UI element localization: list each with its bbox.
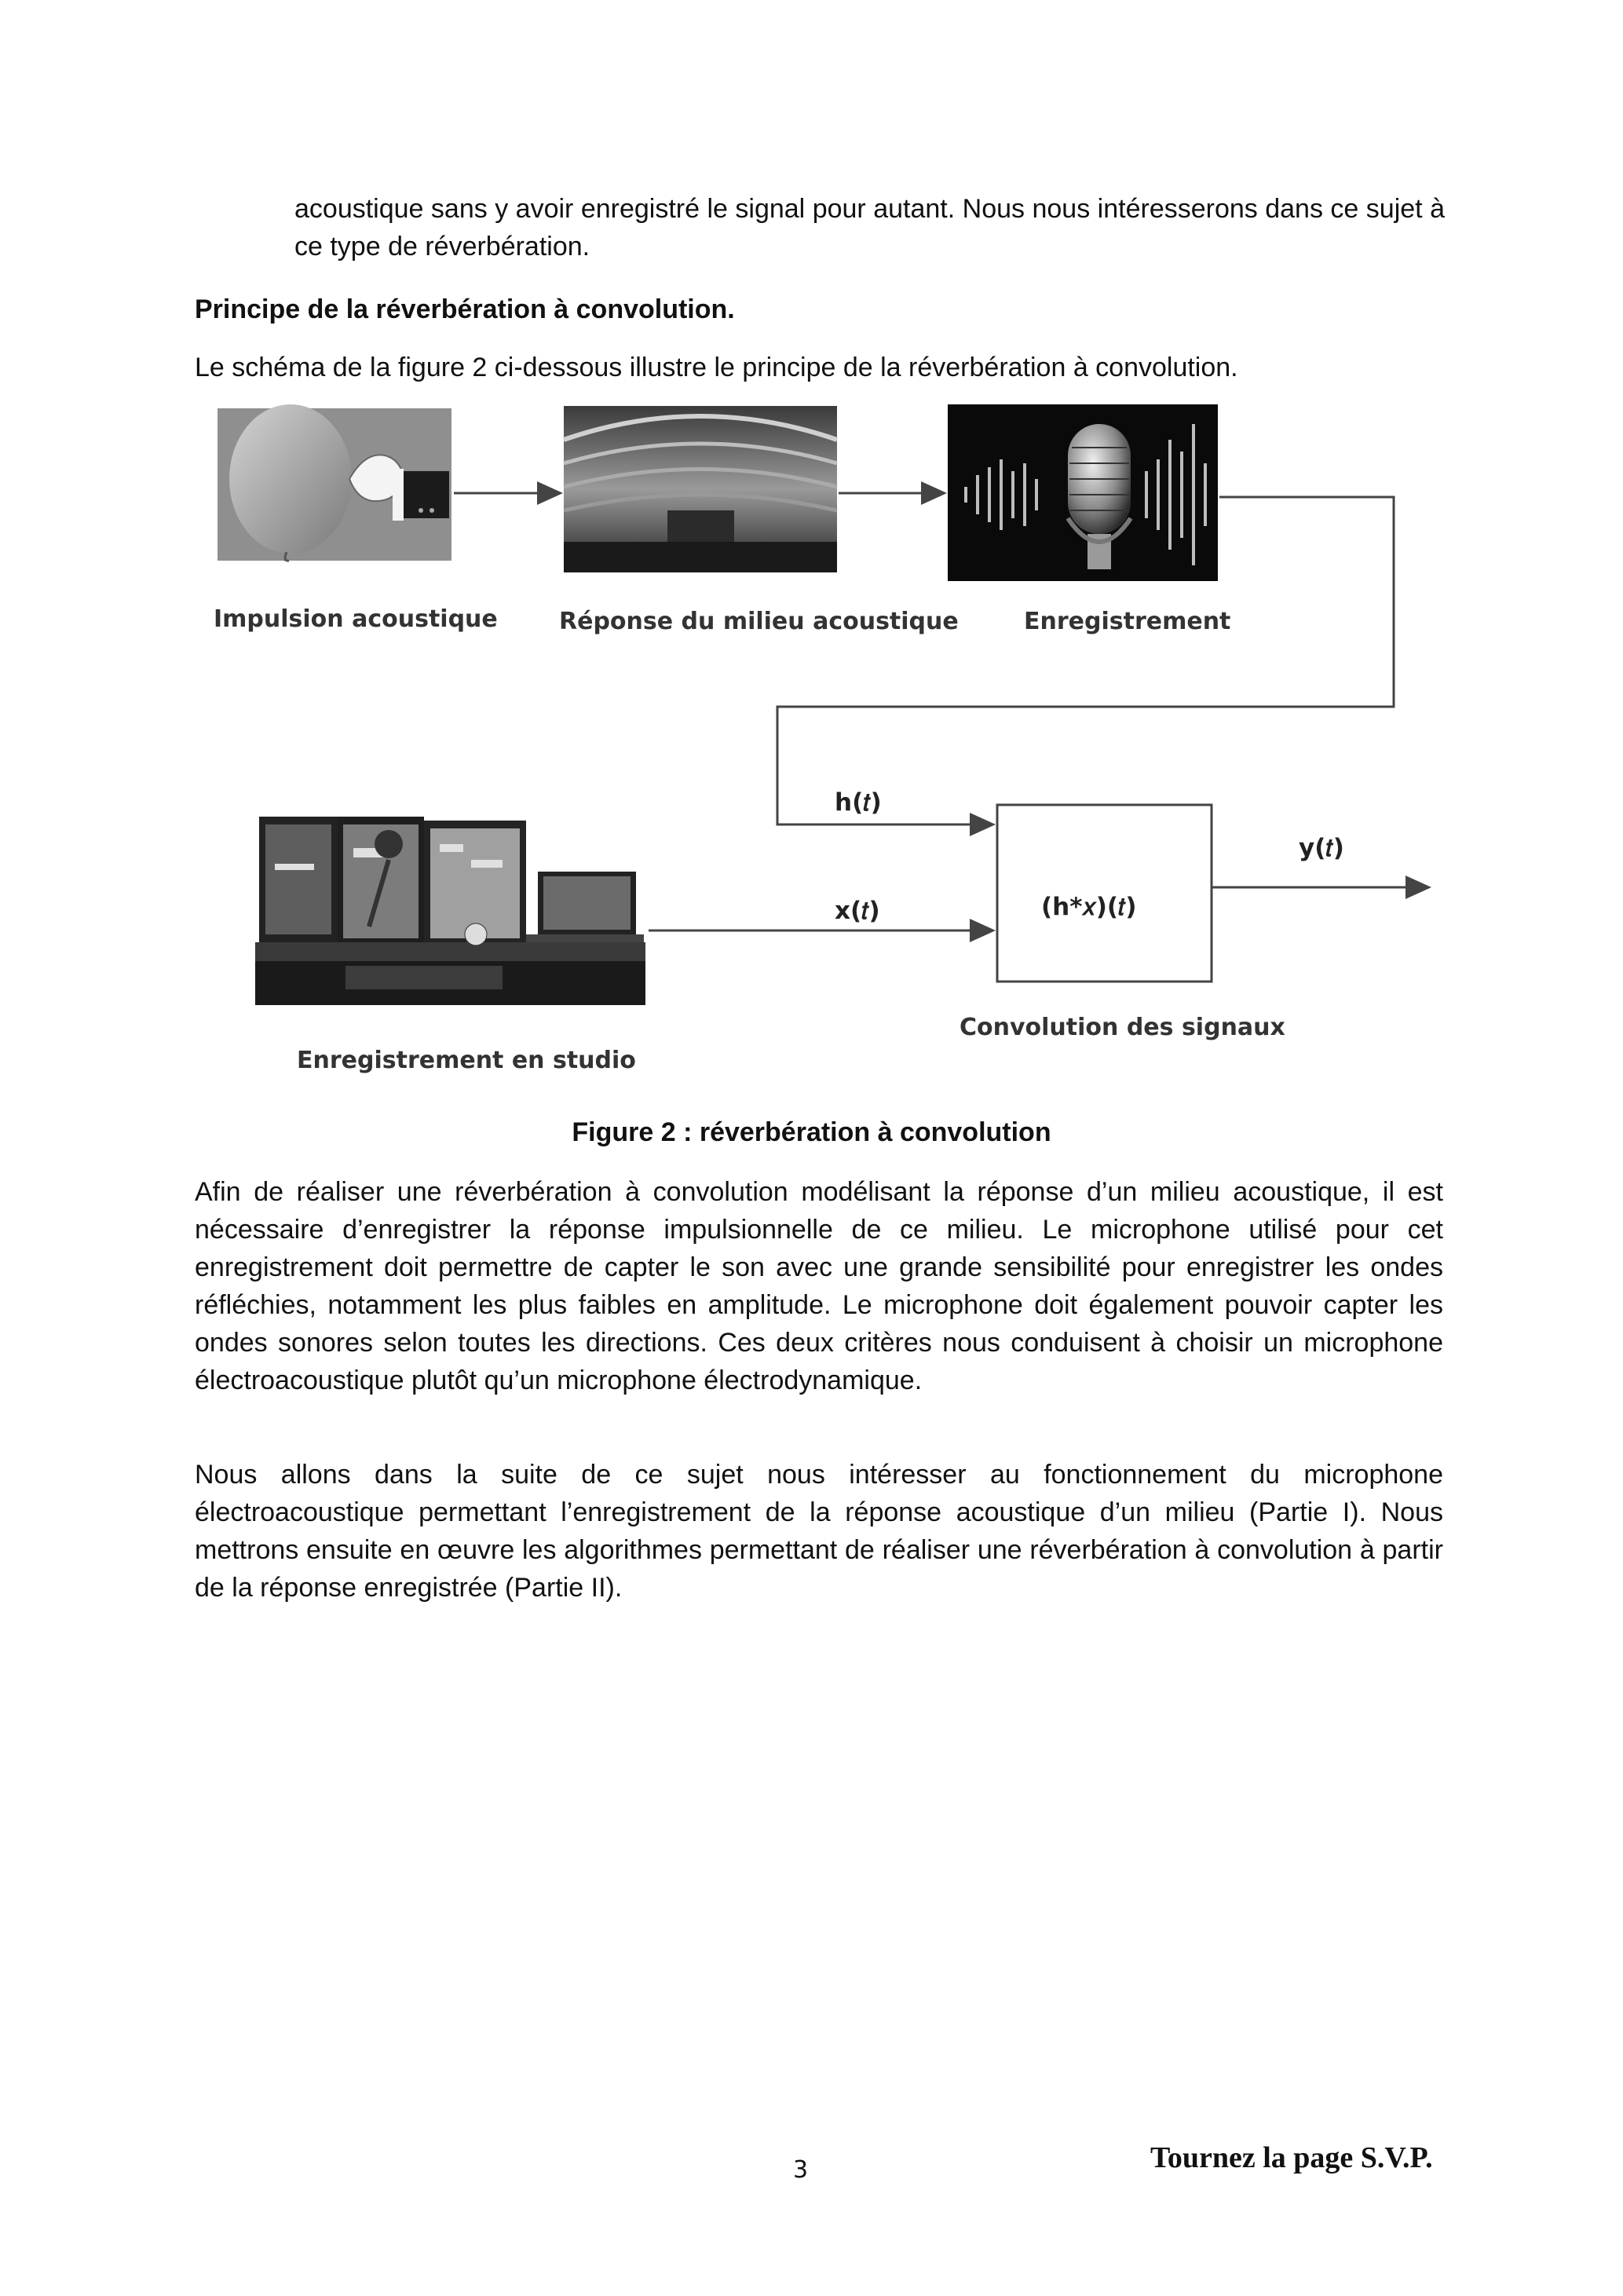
impulse-label: Impulsion acoustique [214,605,498,633]
recording-label: Enregistrement [1024,608,1231,635]
signal-h-label: h(𝑡) [835,788,882,817]
signal-y-label: y(𝑡) [1299,834,1344,862]
concert-hall-image [564,406,837,572]
continuation-text: acoustique sans y avoir enregistré le signal pour autant. Nous nous intéresserons dans ce sujet à ce type de réverbération. [294,194,1445,261]
signal-conv-label: (h*𝑥)(𝑡) [1041,893,1137,921]
impulse-image [217,404,451,561]
paragraph-1: Afin de réaliser une réverbération à convolution modélisant la réponse d’un milieu acoustique, il est nécessaire d’enregistrer la réponse impulsionnelle de ce milieu. Le microphone utilisé pour cet enregistrement doit permettre de capter le son avec une grande sensibilité pour enregistrer les ondes réfléchies, notamment les plus faibles en amplitude. Le microphone doit également pouvoir capter les ondes sonores selon toutes les directions. Ces deux critères nous conduisent à choisir un microphone électroacoustique plutôt qu’un microphone électrodynamique. [195,1177,1443,1395]
page-number: 3 [793,2156,809,2184]
microphone-image [948,404,1218,581]
studio-label: Enregistrement en studio [297,1047,636,1074]
paragraph-2: Nous allons dans la suite de ce sujet nous intéresser au fonctionnement du microphone électroacoustique permettant l’enregistrement de la réponse acoustique d’un milieu (Partie I). Nous mettrons ensuite en œuvre les algorithmes permettant de réaliser une réverbération à convolution à partir de la réponse enregistrée (Partie II). [195,1460,1443,1603]
studio-image [255,797,645,1005]
section-title: Principe de la réverbération à convolution. [195,294,735,324]
turn-page-note: Tournez la page S.V.P. [1150,2141,1433,2174]
intro-text: Le schéma de la figure 2 ci-dessous illustre le principe de la réverbération à convolution. [195,353,1238,382]
figure-caption: Figure 2 : réverbération à convolution [572,1117,1051,1147]
convolution-label: Convolution des signaux [960,1014,1285,1041]
signal-x-label: x(𝑡) [835,897,880,925]
response-label: Réponse du milieu acoustique [559,608,959,635]
